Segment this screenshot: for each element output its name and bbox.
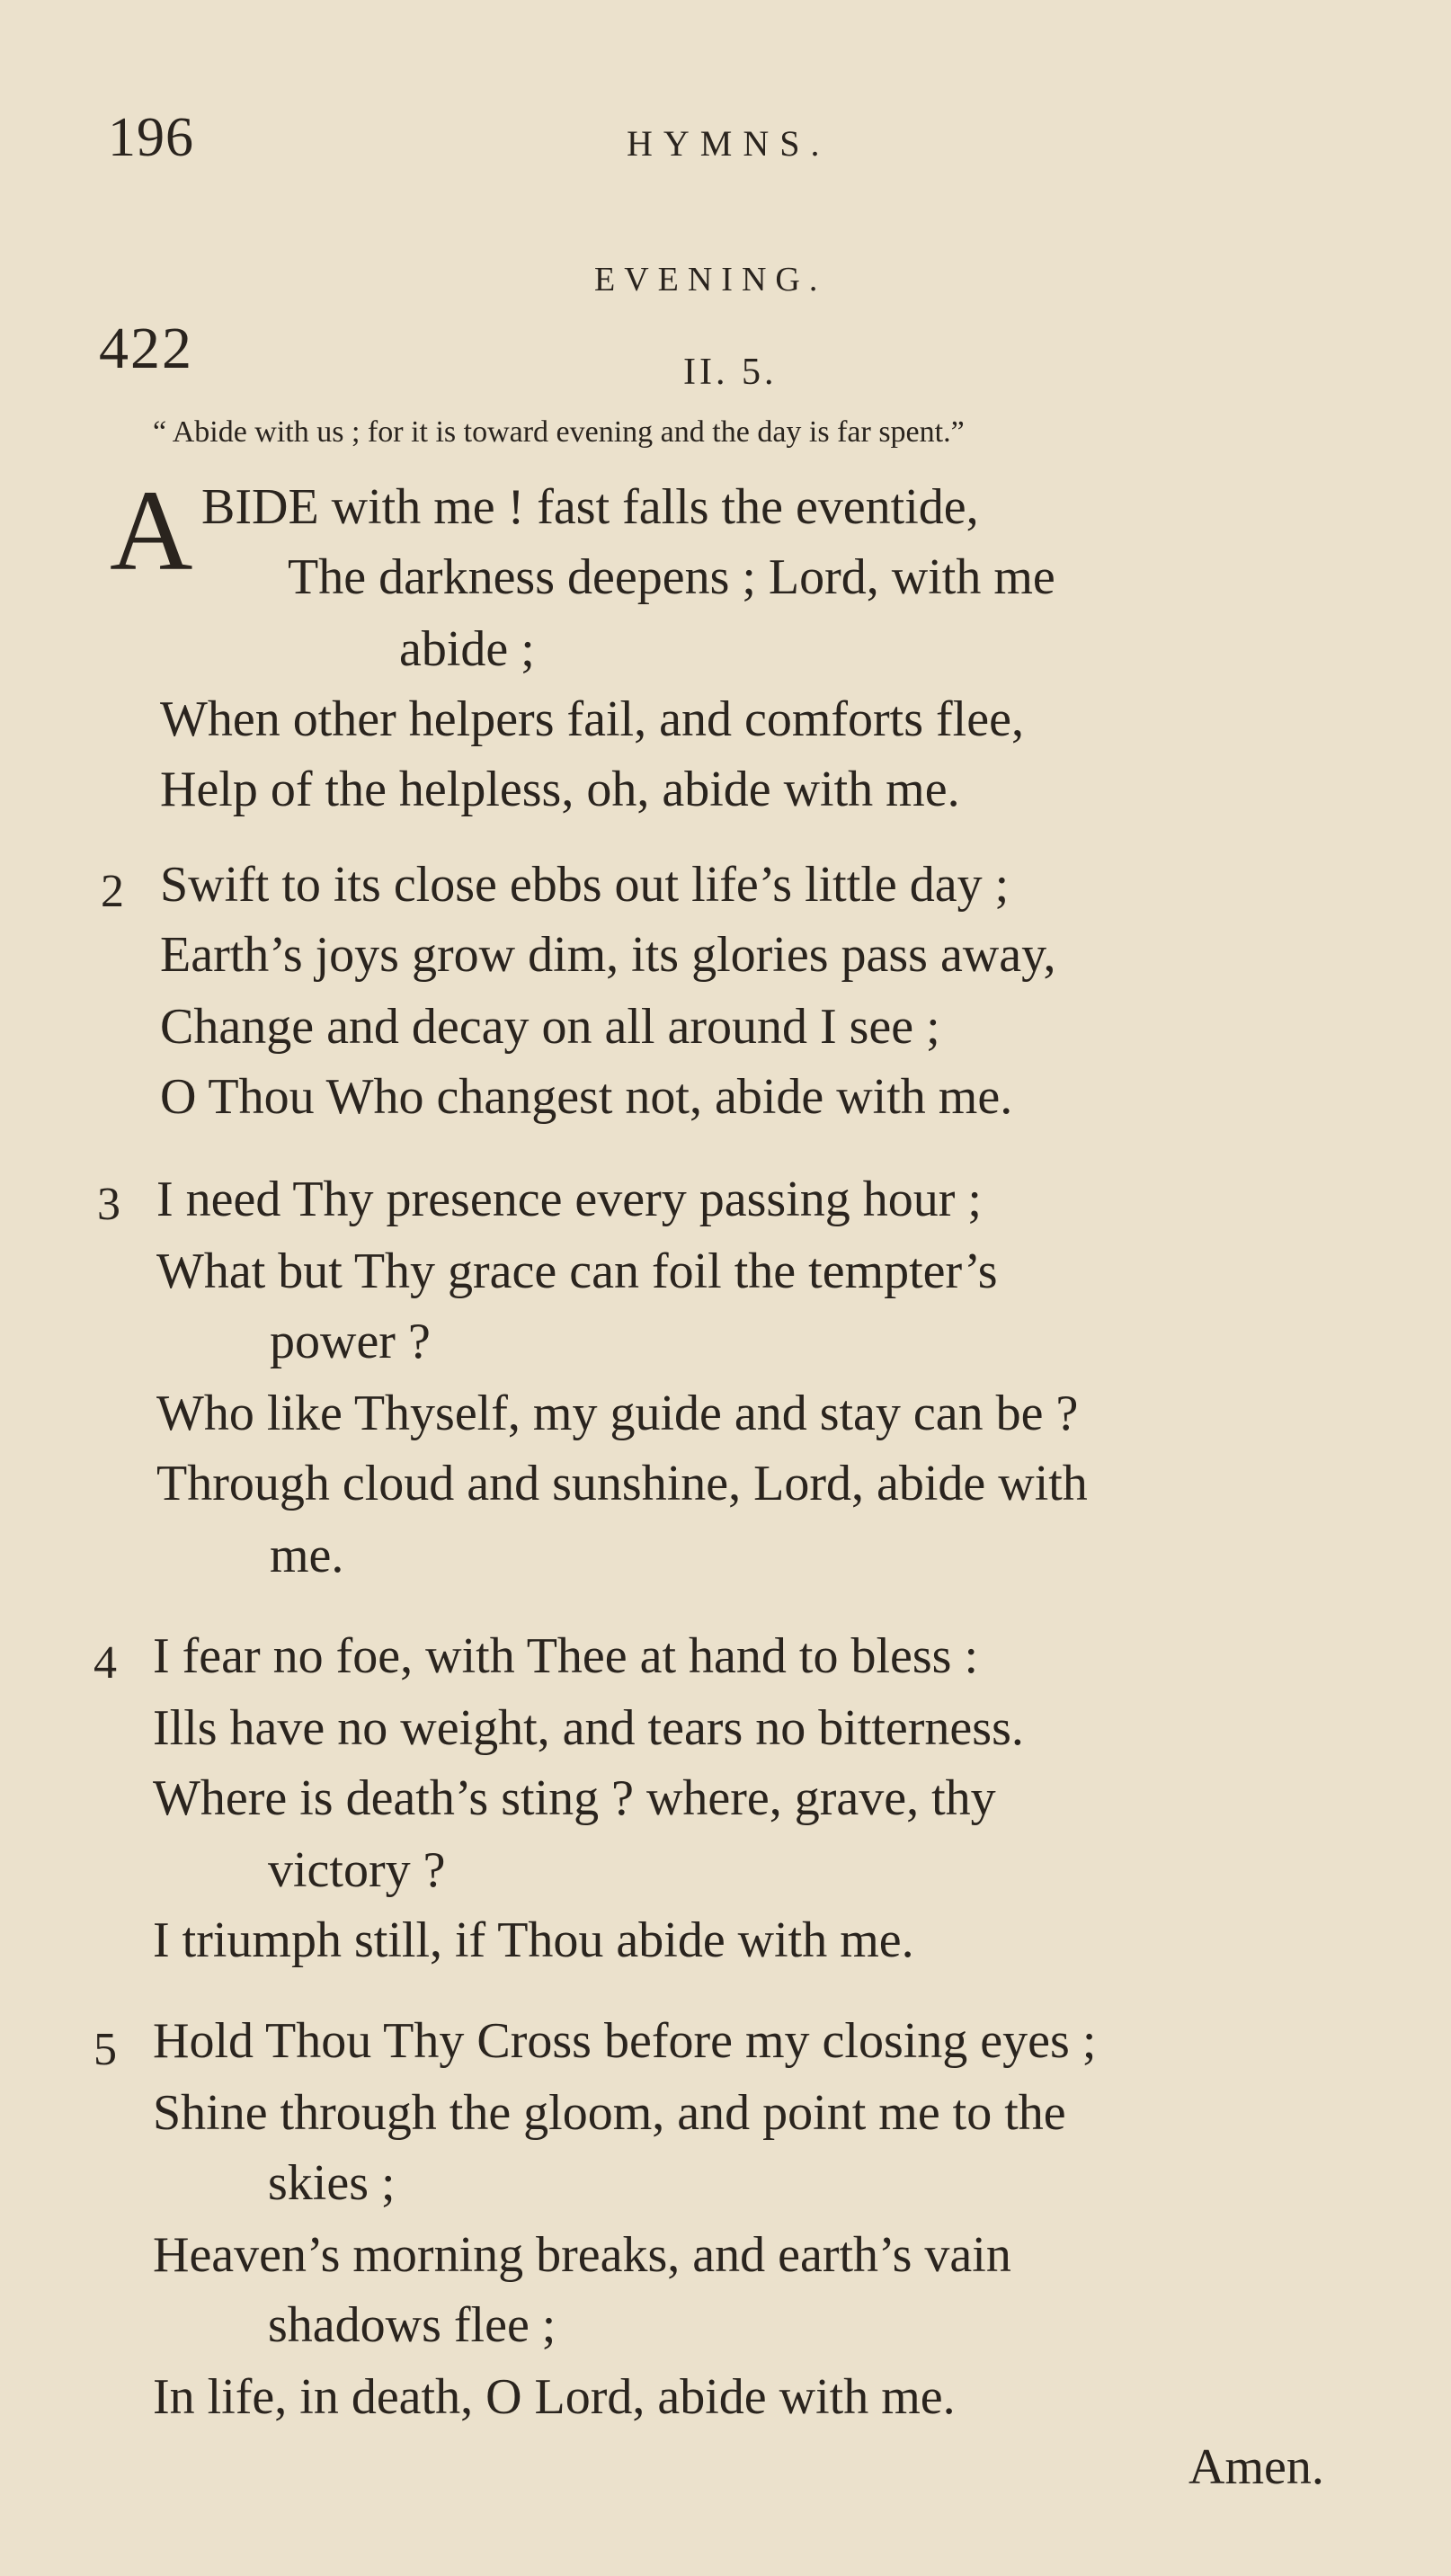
stanza-3-line-2-cont: power ? [270, 1314, 431, 1369]
section-title: EVENING. [594, 261, 827, 299]
stanza-3-line-3: Who like Thyself, my guide and stay can be ? [156, 1386, 1079, 1441]
stanza-5-line-3: Heaven’s morning breaks, and earth’s vain [153, 2227, 1011, 2283]
stanza-4-number: 4 [93, 1637, 117, 1689]
stanza-4-line-2: Ills have no weight, and tears no bitterness. [153, 1700, 1024, 1756]
stanza-3-number: 3 [97, 1179, 120, 1230]
hymn-number: 422 [99, 316, 193, 381]
stanza-1-line-4: Help of the helpless, oh, abide with me. [160, 762, 960, 817]
stanza-4-line-4: I triumph still, if Thou abide with me. [153, 1912, 914, 1968]
stanza-4-line-3: Where is death’s sting ? where, grave, thy [153, 1770, 996, 1826]
running-title: HYMNS. [627, 123, 831, 164]
stanza-4-line-3-cont: victory ? [268, 1842, 446, 1898]
stanza-3-line-4: Through cloud and sunshine, Lord, abide with [156, 1456, 1088, 1511]
stanza-5-line-2-cont: skies ; [268, 2155, 396, 2211]
drop-cap: A [110, 467, 193, 594]
stanza-4-line-1: I fear no foe, with Thee at hand to bless : [153, 1628, 979, 1684]
stanza-5-line-3-cont: shadows flee ; [268, 2297, 556, 2353]
stanza-2-line-2: Earth’s joys grow dim, its glories pass away, [160, 927, 1056, 983]
page-number: 196 [108, 107, 194, 168]
stanza-1-line-2: The darkness deepens ; Lord, with me [288, 549, 1055, 605]
stanza-3-line-2: What but Thy grace can foil the tempter’s [156, 1243, 998, 1299]
stanza-5-line-4: In life, in death, O Lord, abide with me. [153, 2369, 956, 2425]
hymn-epigraph: “ Abide with us ; for it is toward evening and the day is far spent.” [153, 415, 965, 449]
stanza-2-line-4: O Thou Who changest not, abide with me. [160, 1069, 1013, 1125]
stanza-3-line-4-cont: me. [270, 1528, 344, 1583]
stanza-3-line-1: I need Thy presence every passing hour ; [156, 1172, 982, 1227]
stanza-1-line-2-cont: abide ; [399, 621, 535, 677]
stanza-2-line-1: Swift to its close ebbs out life’s little day ; [160, 857, 1010, 913]
stanza-1-line-1: BIDE with me ! fast falls the eventide, [201, 479, 979, 535]
stanza-1-line-3: When other helpers fail, and comforts flee, [160, 691, 1024, 747]
stanza-5-line-2: Shine through the gloom, and point me to the [153, 2085, 1066, 2141]
stanza-5-number: 5 [93, 2024, 117, 2075]
stanza-5-line-1: Hold Thou Thy Cross before my closing eyes ; [153, 2013, 1097, 2069]
stanza-2-line-3: Change and decay on all around I see ; [160, 999, 940, 1055]
amen: Amen. [1188, 2439, 1324, 2495]
stanza-2-number: 2 [101, 866, 124, 917]
hymn-meter: II. 5. [683, 352, 778, 393]
